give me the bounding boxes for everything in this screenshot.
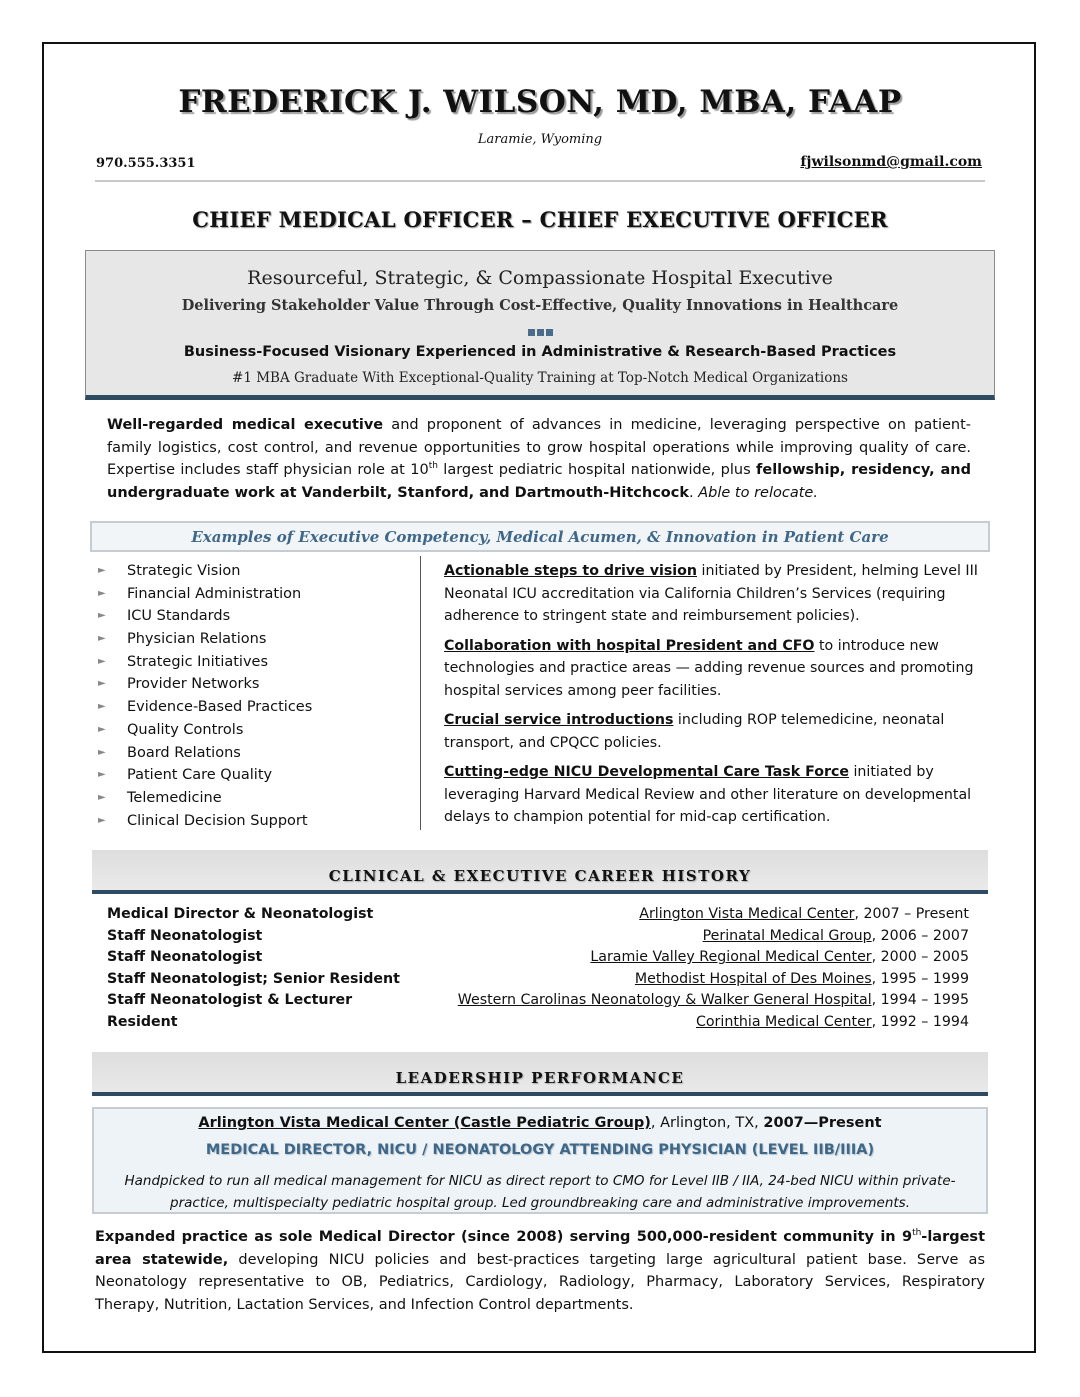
skill-label: Strategic Vision (127, 563, 241, 579)
intro-text-3: . (689, 484, 699, 501)
career-employer-name: Methodist Hospital of Des Moines (634, 970, 872, 987)
skill-label: Clinical Decision Support (127, 812, 308, 829)
bullet-arrow-icon: ► (98, 678, 106, 690)
career-role: Staff Neonatologist & Lecturer (107, 992, 353, 1009)
skill-label: Financial Administration (127, 585, 302, 602)
career-employer (635, 969, 969, 991)
achievement-item (444, 560, 984, 628)
bullet-arrow-icon: ► (98, 769, 106, 781)
leadership-employer: Arlington Vista Medical Center (Castle Pediatric Group) (198, 1115, 651, 1131)
bullet-arrow-icon: ► (98, 723, 106, 735)
intro-italic-tail: Able to relocate. (698, 484, 818, 501)
leadership-position: MEDICAL DIRECTOR, NICU / NEONATOLOGY ATTENDING PHYSICIAN (LEVEL IIB/IIIA) (205, 1142, 875, 1158)
skill-item (98, 583, 418, 606)
intro-text-1: and proponent of advances in medicine, leveraging perspective on patient-family logistics, cost control, and revenue opportunities to grow hospital operations while improving quality of care. Expertise includes staff physician role at 10 (107, 417, 971, 479)
career-role: Staff Neonatologist; Senior Resident (107, 970, 400, 987)
bullet-arrow-icon: ► (98, 814, 106, 826)
intro-sup: th (428, 461, 438, 472)
bullet-arrow-icon: ► (98, 587, 106, 599)
skill-item (98, 787, 418, 810)
intro-bold-lead: Well-regarded medical executive (107, 417, 384, 433)
skill-label: Provider Networks (127, 676, 260, 693)
achievement-heading: Cutting-edge NICU Developmental Care Task Force (444, 764, 849, 780)
lead-sup: th (912, 1228, 922, 1239)
achievement-item (444, 761, 984, 829)
achievement-item (444, 709, 984, 754)
career-history-list (107, 904, 969, 1034)
career-years: , 1992 – 1994 (871, 1013, 969, 1030)
achievement-body: initiated by President, helming Level III Neonatal ICU accreditation via California Children’s Services (requiring adherence to stringent state and reimbursement policies). (444, 563, 978, 624)
skills-list (98, 560, 418, 832)
skill-label: Telemedicine (127, 789, 222, 806)
phone-number: 970.555.3351 (96, 156, 196, 171)
skill-item (98, 628, 418, 651)
skill-label: Quality Controls (127, 721, 244, 738)
intro-bold-tail: fellowship, residency, and undergraduate work at Vanderbilt, Stanford, and Dartmouth-Hitchcock (107, 462, 971, 501)
competency-heading: Examples of Executive Competency, Medical Acumen, & Innovation in Patient Care (90, 521, 990, 552)
bullet-arrow-icon: ► (98, 701, 106, 713)
skill-label: Strategic Initiatives (127, 653, 269, 670)
career-row (107, 926, 969, 948)
career-years: , 2006 – 2007 (871, 927, 969, 944)
career-row (107, 1012, 969, 1034)
career-years: , 2000 – 2005 (871, 949, 969, 966)
leadership-heading: LEADERSHIP PERFORMANCE (92, 1052, 988, 1096)
career-employer (639, 904, 969, 926)
candidate-location: Laramie, Wyoming (477, 132, 603, 147)
bullet-arrow-icon: ► (98, 791, 106, 803)
career-row (107, 969, 969, 991)
intro-text-2: largest pediatric hospital nationwide, plus (437, 462, 757, 479)
column-divider (420, 556, 421, 830)
achievement-item (444, 635, 984, 703)
achievement-body: including ROP telemedicine, neonatal transport, and CPQCC policies. (444, 712, 945, 751)
summary-headline: Resourceful, Strategic, & Compassionate Hospital Executive (247, 267, 833, 289)
bullet-arrow-icon: ► (98, 746, 106, 758)
lead-bold-2: -largest area statewide, (95, 1229, 985, 1268)
career-role: Medical Director & Neonatologist (107, 906, 374, 922)
skill-item (98, 696, 418, 719)
summary-subheadline: Delivering Stakeholder Value Through Cost-Effective, Quality Innovations in Healthcare (181, 297, 899, 314)
career-employer (696, 1012, 969, 1034)
skill-label: Evidence-Based Practices (127, 699, 313, 716)
career-role: Staff Neonatologist (107, 949, 263, 966)
skill-item (98, 605, 418, 628)
career-years: , 2007 – Present (854, 906, 969, 922)
career-history-heading: CLINICAL & EXECUTIVE CAREER HISTORY (92, 850, 988, 894)
achievement-body: to introduce new technologies and practice areas — adding revenue sources and promoting hospital services among peer facilities. (444, 637, 974, 699)
header-divider (95, 180, 985, 182)
bullet-arrow-icon: ► (98, 565, 106, 576)
leadership-location: , Arlington, TX, (650, 1115, 764, 1131)
skill-item (98, 560, 418, 583)
career-employer-name: Laramie Valley Regional Medical Center (590, 949, 872, 966)
career-role: Staff Neonatologist (107, 927, 263, 944)
skill-item (98, 651, 418, 674)
career-row (107, 904, 969, 926)
career-employer-name: Corinthia Medical Center (695, 1013, 872, 1030)
leadership-years: 2007—Present (763, 1115, 882, 1131)
achievement-heading: Crucial service introductions (444, 712, 674, 728)
lead-bold-1: Expanded practice as sole Medical Director (since 2008) serving 500,000-resident community in 9 (95, 1229, 913, 1245)
leadership-description: Handpicked to run all medical management for NICU as direct report to CMO for Level IIB / IIA, 24-bed NICU within private-practice, multispecialty pediatric hospital group. Led groundbreaking care and administrative improvements. (124, 1173, 956, 1211)
intro-paragraph (107, 414, 971, 504)
skill-item (98, 719, 418, 742)
skill-label: Patient Care Quality (127, 767, 273, 784)
email-link[interactable]: fjwilsonmd@gmail.com (800, 154, 982, 170)
summary-credential: #1 MBA Graduate With Exceptional-Quality Training at Top-Notch Medical Organizations (232, 370, 848, 386)
skill-label: ICU Standards (127, 608, 231, 625)
skill-item (98, 673, 418, 696)
leadership-employer-line (94, 1115, 986, 1131)
career-role: Resident (107, 1013, 178, 1030)
bullet-arrow-icon: ► (98, 610, 106, 622)
summary-tagline: Business-Focused Visionary Experienced in Administrative & Research-Based Practices (183, 344, 897, 360)
leadership-paragraph (95, 1226, 985, 1316)
achievements-list (444, 560, 984, 836)
skill-item (98, 810, 418, 833)
candidate-name: FREDERICK J. WILSON, MD, MBA, FAAP (178, 84, 902, 120)
lead-text: developing NICU policies and best-practices targeting large agricultural patient base. Serve as Neonatology representative to OB, Pediatrics, Cardiology, Radiology, Pharmacy, Laboratory Services, Respiratory Therapy, Nutrition, Lactation Services, and Infection Control departments. (95, 1251, 985, 1313)
career-years: , 1994 – 1995 (871, 992, 969, 1009)
career-employer (590, 947, 969, 969)
bullet-arrow-icon: ► (98, 655, 106, 667)
target-job-title: CHIEF MEDICAL OFFICER – CHIEF EXECUTIVE OFFICER (192, 207, 888, 232)
career-row (107, 947, 969, 969)
decorative-squares (86, 321, 994, 340)
skill-item (98, 742, 418, 765)
career-employer (703, 926, 969, 948)
career-employer (458, 990, 969, 1012)
career-employer-name: Arlington Vista Medical Center (639, 906, 855, 922)
skill-label: Board Relations (127, 744, 241, 761)
achievement-heading: Actionable steps to drive vision (444, 563, 697, 579)
career-years: , 1995 – 1999 (871, 970, 969, 987)
skill-label: Physician Relations (127, 631, 267, 648)
achievement-heading: Collaboration with hospital President and CFO (444, 637, 815, 654)
leadership-box (92, 1107, 988, 1214)
career-row (107, 990, 969, 1012)
skill-item (98, 764, 418, 787)
career-employer-name: Perinatal Medical Group (702, 927, 872, 944)
summary-box (85, 250, 995, 400)
achievement-body: initiated by leveraging Harvard Medical Review and other literature on developmental delays to champion potential for mid-cap certification. (444, 764, 972, 825)
bullet-arrow-icon: ► (98, 633, 106, 645)
career-employer-name: Western Carolinas Neonatology & Walker General Hospital (457, 992, 872, 1009)
